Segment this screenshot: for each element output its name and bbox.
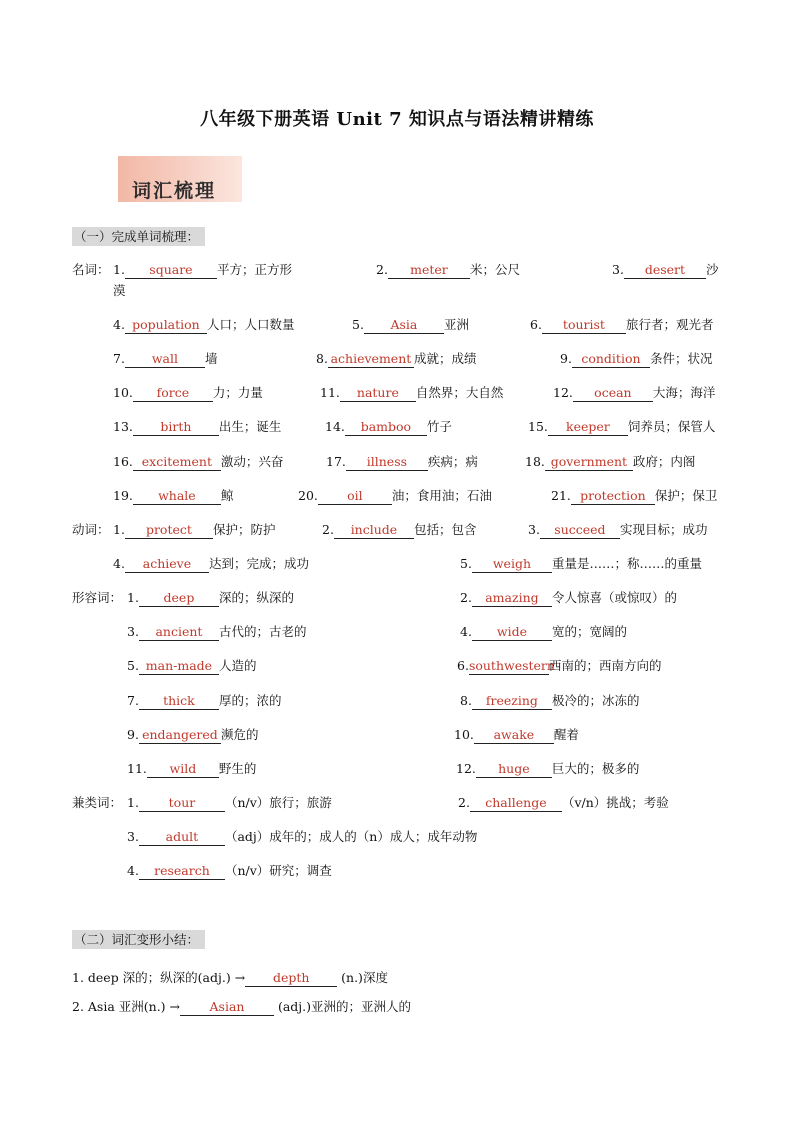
answer-blank[interactable]: bamboo <box>345 419 427 436</box>
vocab-item: 19. whale 鲸 <box>113 488 234 503</box>
vocab-item: 20. oil 油；食用油；石油 <box>298 488 492 503</box>
multi-row <box>0 827 794 847</box>
answer-blank[interactable]: freezing <box>472 693 552 710</box>
vocab-item: 2. challenge （v/n）挑战；考验 <box>458 795 669 810</box>
vocab-item: 18. government 政府；内阁 <box>525 454 696 469</box>
section-heading-forms: （二）词汇变形小结： <box>72 930 205 949</box>
answer-blank[interactable]: Asian <box>180 999 274 1016</box>
form-row <box>0 968 794 988</box>
noun-row <box>0 349 794 369</box>
answer-blank[interactable]: deep <box>139 590 219 607</box>
vocab-item: 5. weigh 重量是……；称……的重量 <box>460 556 702 571</box>
vocab-item: 4. achieve 达到；完成；成功 <box>113 556 309 571</box>
vocab-item: 6. tourist 旅行者；观光者 <box>530 317 714 332</box>
answer-blank[interactable]: achieve <box>125 556 209 573</box>
noun-row <box>0 452 794 472</box>
multi-row <box>0 861 794 881</box>
adj-row <box>0 725 794 745</box>
answer-blank[interactable]: huge <box>476 761 552 778</box>
answer-blank[interactable]: condition <box>572 351 650 368</box>
vocab-item: 3. desert 沙 <box>612 262 719 277</box>
answer-blank[interactable]: tour <box>139 795 225 812</box>
answer-blank[interactable]: nature <box>340 385 416 402</box>
adj-row <box>0 622 794 642</box>
answer-blank[interactable]: wide <box>472 624 552 641</box>
answer-blank[interactable]: man-made <box>139 658 219 675</box>
vocab-item: 6.southwestern西南的；西南方向的 <box>457 658 662 673</box>
answer-blank[interactable]: tourist <box>542 317 626 334</box>
vocab-item: 1. tour （n/v）旅行；旅游 <box>127 795 332 810</box>
vocab-item: 21. protection 保护；保卫 <box>551 488 718 503</box>
answer-blank[interactable]: achievement <box>328 351 414 368</box>
noun-row <box>0 486 794 506</box>
vocab-item: 4. research （n/v）研究；调查 <box>127 863 332 878</box>
vocab-item: 11. nature 自然界；大自然 <box>320 385 504 400</box>
vocab-item: 8. freezing 极冷的；冰冻的 <box>460 693 640 708</box>
vocab-item: 14. bamboo 竹子 <box>325 419 452 434</box>
vocab-item: 4. population 人口；人口数量 <box>113 317 295 332</box>
multi-row <box>0 793 794 813</box>
vocab-item: 1. square 平方；正方形 <box>113 262 292 277</box>
vocab-item: 16. excitement 激动；兴奋 <box>113 454 284 469</box>
category-label: 兼类词： <box>72 795 123 810</box>
section-banner <box>118 156 242 202</box>
vocab-item: 3. adult （adj）成年的；成人的（n）成人；成年动物 <box>127 829 478 844</box>
answer-blank[interactable]: challenge <box>470 795 562 812</box>
noun-row <box>0 260 794 280</box>
answer-blank[interactable]: thick <box>139 693 219 710</box>
category-label: 动词： <box>72 522 110 537</box>
vocab-item: 11. wild 野生的 <box>127 761 257 776</box>
answer-blank[interactable]: southwestern <box>468 658 555 673</box>
vocab-item: 3. ancient 古代的；古老的 <box>127 624 307 639</box>
answer-blank[interactable]: excitement <box>133 454 221 471</box>
answer-blank[interactable]: keeper <box>548 419 628 436</box>
wrapped-meaning: 漠 <box>113 283 126 298</box>
vocab-item: 12. huge 巨大的；极多的 <box>456 761 640 776</box>
vocab-item: 17. illness 疾病；病 <box>326 454 478 469</box>
verb-row <box>0 520 794 540</box>
category-label: 形容词： <box>72 590 123 605</box>
vocab-item: 8. achievement 成就；成绩 <box>316 351 477 366</box>
vocab-item: 13. birth 出生；诞生 <box>113 419 282 434</box>
form-item: 1. deep 深的；纵深的(adj.) → depth (n.)深度 <box>72 970 388 985</box>
answer-blank[interactable]: government <box>545 454 633 471</box>
answer-blank[interactable]: succeed <box>540 522 620 539</box>
form-row <box>0 997 794 1017</box>
answer-blank[interactable]: endangered <box>139 727 221 744</box>
verb-row <box>0 554 794 574</box>
answer-blank[interactable]: Asia <box>364 317 444 334</box>
vocab-item: 4. wide 宽的；宽阔的 <box>460 624 627 639</box>
answer-blank[interactable]: protection <box>571 488 655 505</box>
adj-row <box>0 656 794 676</box>
answer-blank[interactable]: whale <box>133 488 221 505</box>
page-title: 八年级下册英语 Unit 7 知识点与语法精讲精练 <box>200 109 594 130</box>
noun-row <box>0 383 794 403</box>
vocab-item: 10. awake 醒着 <box>454 727 579 742</box>
category-label: 名词： <box>72 262 110 277</box>
noun-row <box>0 315 794 335</box>
vocab-item: 7. thick 厚的；浓的 <box>127 693 282 708</box>
answer-blank[interactable]: research <box>139 863 225 880</box>
answer-blank[interactable]: amazing <box>472 590 552 607</box>
answer-blank[interactable]: birth <box>133 419 219 436</box>
vocab-item: 5. man-made 人造的 <box>127 658 257 673</box>
answer-blank[interactable]: meter <box>388 262 470 279</box>
vocab-item: 12. ocean 大海；海洋 <box>553 385 716 400</box>
answer-blank[interactable]: weigh <box>472 556 552 573</box>
vocab-item: 1. deep 深的；纵深的 <box>127 590 294 605</box>
noun-row <box>0 417 794 437</box>
vocab-item: 10. force 力；力量 <box>113 385 263 400</box>
vocab-item: 2. include 包括；包含 <box>322 522 477 537</box>
answer-blank[interactable]: desert <box>624 262 706 279</box>
adj-row <box>0 588 794 608</box>
vocab-item: 9. condition 条件；状况 <box>560 351 713 366</box>
vocab-item: 2. meter 米；公尺 <box>376 262 520 277</box>
vocab-item: 9. endangered 濒危的 <box>127 727 259 742</box>
vocab-item: 3. succeed 实现目标；成功 <box>528 522 708 537</box>
vocab-item: 5. Asia 亚洲 <box>352 317 469 332</box>
answer-blank[interactable]: ocean <box>573 385 653 402</box>
answer-blank[interactable]: awake <box>474 727 554 744</box>
vocab-item: 2. amazing 令人惊喜（或惊叹）的 <box>460 590 677 605</box>
answer-blank[interactable]: protect <box>125 522 213 539</box>
answer-blank[interactable]: adult <box>139 829 225 846</box>
adj-row <box>0 691 794 711</box>
answer-blank[interactable]: include <box>334 522 414 539</box>
answer-blank[interactable]: population <box>125 317 207 334</box>
answer-blank[interactable]: oil <box>318 488 392 505</box>
answer-blank[interactable]: ancient <box>139 624 219 641</box>
form-item: 2. Asia 亚洲(n.) → Asian (adj.)亚洲的；亚洲人的 <box>72 999 412 1014</box>
vocab-item: 1. protect 保护；防护 <box>113 522 276 537</box>
answer-blank[interactable]: wall <box>125 351 205 368</box>
noun-row-wrap <box>0 281 794 301</box>
banner-label: 词汇梳理 <box>132 180 217 202</box>
answer-blank[interactable]: illness <box>346 454 428 471</box>
answer-blank[interactable]: depth <box>245 970 337 987</box>
section-heading-words: （一）完成单词梳理： <box>72 227 205 246</box>
answer-blank[interactable]: square <box>125 262 217 279</box>
answer-blank[interactable]: force <box>133 385 213 402</box>
adj-row <box>0 759 794 779</box>
vocab-item: 15. keeper 饲养员；保管人 <box>528 419 716 434</box>
answer-blank[interactable]: wild <box>147 761 219 778</box>
vocab-item: 7. wall 墙 <box>113 351 218 366</box>
